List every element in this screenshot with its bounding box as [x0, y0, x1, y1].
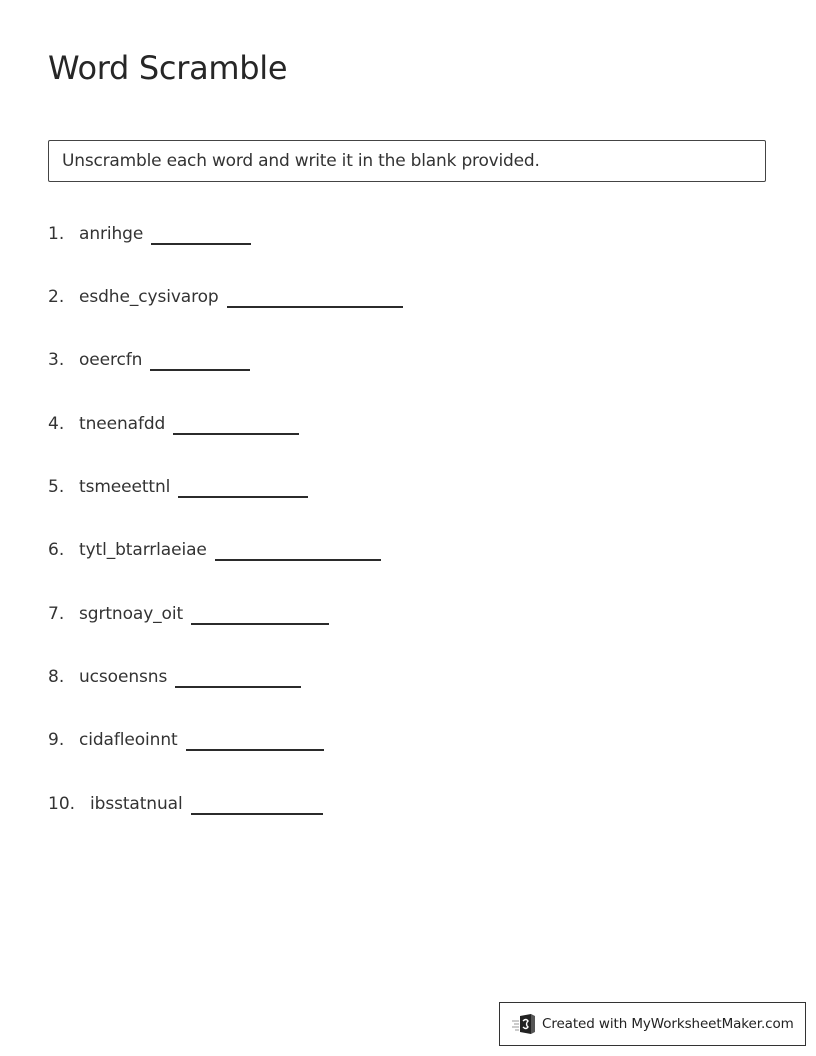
item-number: 5. — [48, 477, 65, 497]
page-title: Word Scramble — [48, 49, 288, 87]
instructions-box — [48, 140, 766, 182]
scrambled-word: ibsstatnual — [90, 794, 183, 814]
item-number: 2. — [48, 287, 65, 307]
worksheet-maker-logo-icon — [511, 1013, 537, 1035]
footer-label: Created with MyWorksheetMaker.com — [542, 1016, 794, 1032]
item-number: 7. — [48, 604, 65, 624]
answer-blank[interactable] — [215, 539, 381, 561]
item-number: 4. — [48, 414, 65, 434]
item-number: 10. — [48, 794, 76, 814]
scrambled-word: oeercfn — [79, 350, 143, 370]
list-item — [48, 473, 308, 501]
list-item — [48, 283, 403, 311]
answer-blank[interactable] — [227, 286, 403, 308]
answer-blank[interactable] — [150, 349, 250, 371]
scrambled-word: tneenafdd — [79, 414, 166, 434]
answer-blank[interactable] — [178, 476, 308, 498]
list-item — [48, 346, 250, 374]
item-number: 8. — [48, 667, 65, 687]
list-item — [48, 410, 299, 438]
answer-blank[interactable] — [175, 666, 301, 688]
scrambled-word: esdhe_cysivarop — [79, 287, 219, 307]
answer-blank[interactable] — [151, 223, 251, 245]
list-item — [48, 536, 381, 564]
scrambled-word: cidafleoinnt — [79, 730, 178, 750]
answer-blank[interactable] — [173, 413, 299, 435]
scrambled-word: tytl_btarrlaeiae — [79, 540, 207, 560]
scrambled-word: anrihge — [79, 224, 144, 244]
footer-credit[interactable] — [499, 1002, 806, 1046]
item-number: 9. — [48, 730, 65, 750]
list-item — [48, 726, 324, 754]
scrambled-word: ucsoensns — [79, 667, 168, 687]
item-number: 6. — [48, 540, 65, 560]
list-item — [48, 663, 301, 691]
answer-blank[interactable] — [191, 603, 329, 625]
answer-blank[interactable] — [191, 793, 323, 815]
item-number: 1. — [48, 224, 65, 244]
scrambled-word: tsmeeettnl — [79, 477, 171, 497]
item-number: 3. — [48, 350, 65, 370]
instructions-text: Unscramble each word and write it in the blank provided. — [62, 151, 540, 171]
list-item — [48, 600, 329, 628]
list-item — [48, 790, 323, 818]
scrambled-word: sgrtnoay_oit — [79, 604, 184, 624]
answer-blank[interactable] — [186, 729, 324, 751]
list-item — [48, 220, 251, 248]
